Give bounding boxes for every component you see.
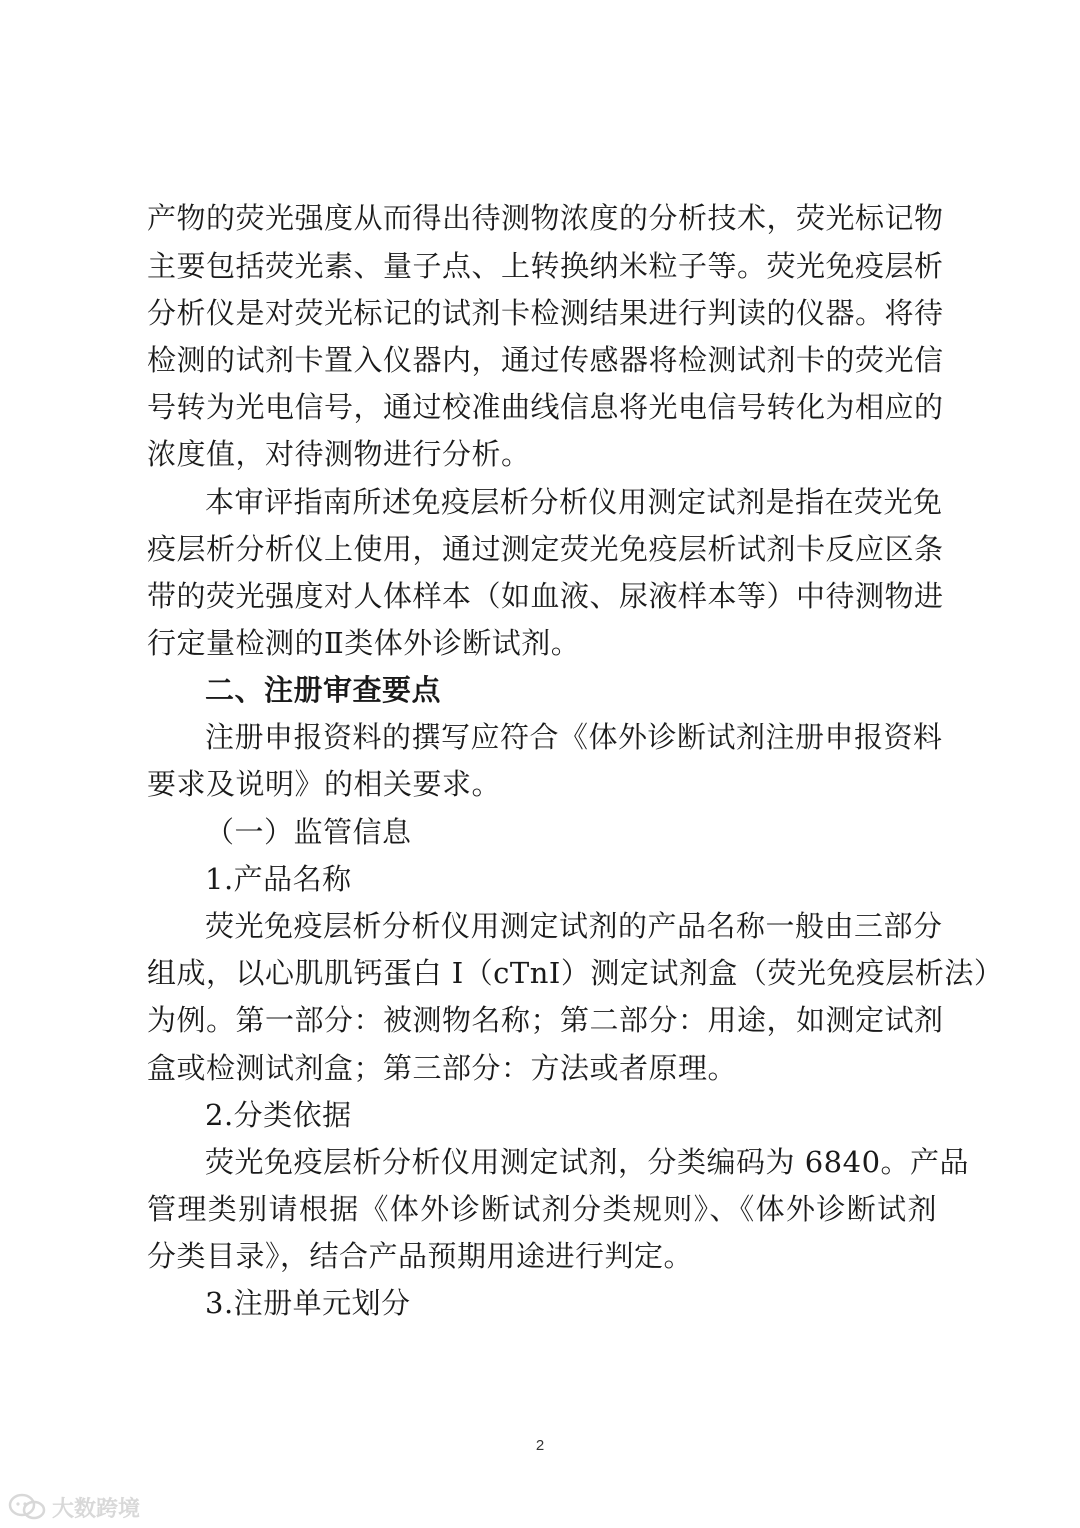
paragraph-line: 号转为光电信号，通过校准曲线信息将光电信号转化为相应的 — [147, 390, 944, 424]
paragraph-line: 行定量检测的Ⅱ类体外诊断试剂。 — [147, 626, 581, 660]
paragraph-line: 要求及说明》的相关要求。 — [147, 767, 502, 801]
paragraph-line: 荧光免疫层析分析仪用测定试剂，分类编码为 6840。产品 — [205, 1145, 970, 1179]
wechat-logo-icon — [8, 1493, 46, 1521]
paragraph-line: 本审评指南所述免疫层析分析仪用测定试剂是指在荧光免 — [205, 485, 943, 519]
paragraph-line: 盒或检测试剂盒；第三部分：方法或者原理。 — [147, 1051, 738, 1085]
paragraph-line: 产物的荧光强度从而得出待测物浓度的分析技术，荧光标记物 — [147, 201, 944, 235]
item-heading: 3.注册单元划分 — [205, 1286, 411, 1320]
watermark — [8, 1490, 140, 1524]
paragraph-line: 组成，以心肌肌钙蛋白 I（cTnI）测定试剂盒（荧光免疫层析法） — [147, 956, 1004, 990]
item-heading: 2.分类依据 — [205, 1098, 352, 1132]
page-number: 2 — [535, 1437, 545, 1454]
paragraph-line: 带的荧光强度对人体样本（如血液、尿液样本等）中待测物进 — [147, 579, 944, 613]
paragraph-line: 检测的试剂卡置入仪器内，通过传感器将检测试剂卡的荧光信 — [147, 343, 944, 377]
paragraph-line: 分析仪是对荧光标记的试剂卡检测结果进行判读的仪器。将待 — [147, 296, 944, 330]
section-heading: 二、注册审查要点 — [205, 673, 442, 707]
paragraph-line: 疫层析分析仪上使用，通过测定荧光免疫层析试剂卡反应区条 — [147, 532, 944, 566]
subsection-heading: （一）监管信息 — [205, 815, 412, 849]
paragraph-line: 荧光免疫层析分析仪用测定试剂的产品名称一般由三部分 — [205, 909, 943, 943]
paragraph-line: 分类目录》，结合产品预期用途进行判定。 — [147, 1239, 694, 1273]
watermark-text: 大数跨境 — [52, 1496, 141, 1522]
paragraph-line: 管理类别请根据《体外诊断试剂分类规则》、《体外诊断试剂 — [147, 1192, 937, 1226]
paragraph-line: 浓度值，对待测物进行分析。 — [147, 437, 531, 471]
paragraph-line: 注册申报资料的撰写应符合《体外诊断试剂注册申报资料 — [205, 720, 943, 754]
paragraph-line: 为例。第一部分：被测物名称；第二部分：用途，如测定试剂 — [147, 1003, 944, 1037]
item-heading: 1.产品名称 — [205, 862, 352, 896]
paragraph-line: 主要包括荧光素、量子点、上转换纳米粒子等。荧光免疫层析 — [147, 249, 944, 283]
